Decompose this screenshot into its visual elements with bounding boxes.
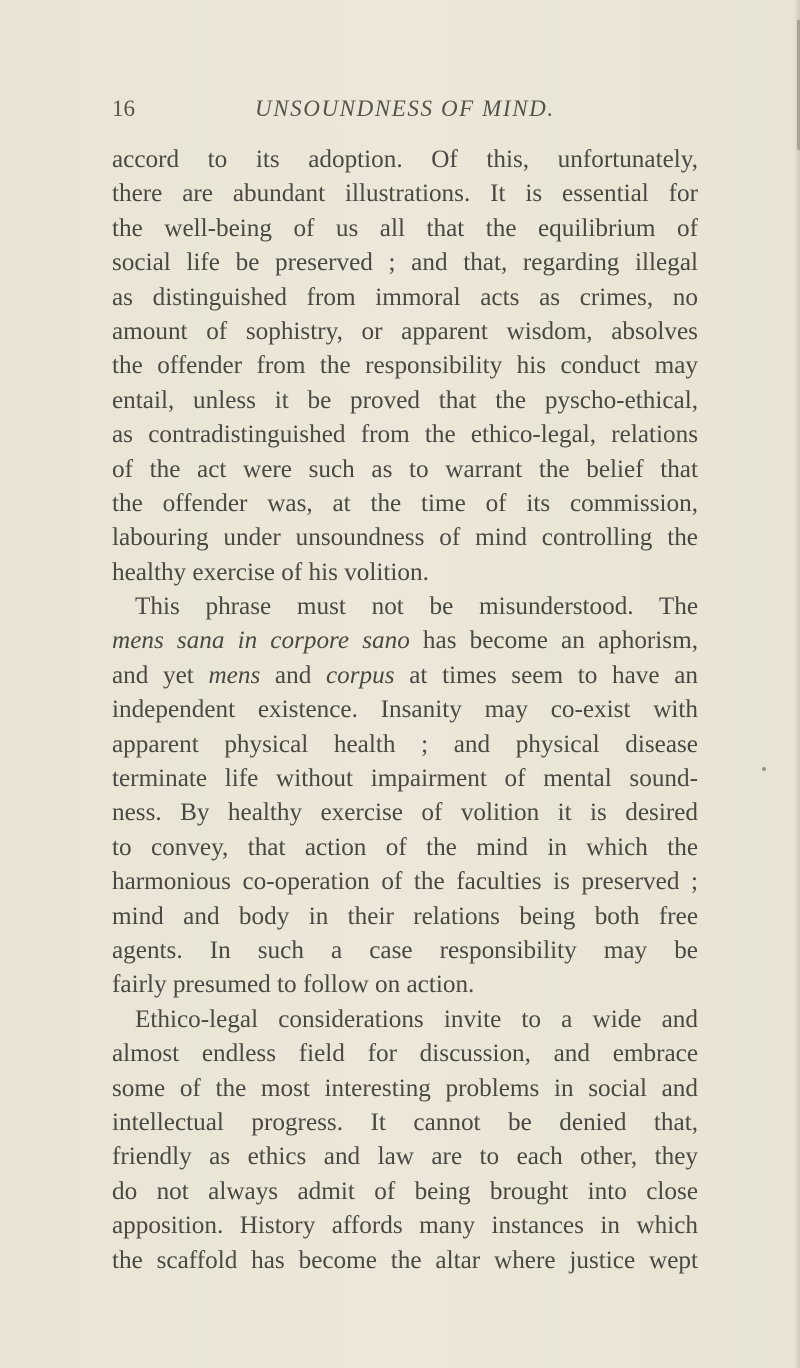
running-header xyxy=(112,96,692,126)
text-line: fairly presumed to follow on action. xyxy=(112,971,475,999)
text-line: do not always admit of being brought into close xyxy=(112,1177,698,1205)
text-line: the offender from the responsibility his conduct may xyxy=(112,352,698,380)
text-line: to convey, that action of the mind in which the xyxy=(112,833,698,861)
text-line: ness. By healthy exercise of volition it is desired xyxy=(112,799,698,827)
text-line: apparent physical health ; and physical disease xyxy=(112,730,698,758)
text-line: entail, unless it be proved that the pyscho-ethical, xyxy=(112,386,698,414)
text-line: the scaffold has become the altar where justice wept xyxy=(112,1246,698,1274)
text-line: terminate life without impairment of mental sound- xyxy=(112,765,698,793)
text-line: the well-being of us all that the equilibrium of xyxy=(112,214,698,242)
text-line: independent existence. Insanity may co-exist with xyxy=(112,696,698,724)
paper-speck xyxy=(762,767,766,771)
text-line: some of the most interesting problems in social and xyxy=(112,1074,698,1102)
body-text xyxy=(112,143,698,1278)
text-line: almost endless field for discussion, and embrace xyxy=(112,1040,698,1068)
text-line-latin: mens sana in corpore sano has become an aphorism, xyxy=(112,627,698,655)
running-title: UNSOUNDNESS OF MIND. xyxy=(255,96,555,121)
text-line: mind and body in their relations being both free xyxy=(112,902,698,930)
text-line: accord to its adoption. Of this, unfortunately, xyxy=(112,146,698,173)
text-line: harmonious co-operation of the faculties is preserved ; xyxy=(112,868,698,896)
text-line: social life be preserved ; and that, regarding illegal xyxy=(112,249,698,277)
text-line: the offender was, at the time of its commission, xyxy=(112,489,698,517)
text-line: This phrase must not be misunderstood. The xyxy=(135,593,698,621)
text-line: as contradistinguished from the ethico-legal, relations xyxy=(112,421,698,449)
page-number: 16 xyxy=(112,96,135,121)
text-line: of the act were such as to warrant the belief that xyxy=(112,455,698,483)
text-line: apposition. History affords many instances in which xyxy=(112,1212,698,1240)
text-line: as distinguished from immoral acts as crimes, no xyxy=(112,283,698,311)
text-line: Ethico-legal considerations invite to a wide and xyxy=(135,1005,698,1033)
text-line-latin: and yet mens and corpus at times seem to have an xyxy=(112,661,698,689)
text-line: intellectual progress. It cannot be denied that, xyxy=(112,1108,698,1136)
text-line: healthy exercise of his volition. xyxy=(112,558,429,586)
text-line: labouring under unsoundness of mind controlling the xyxy=(112,524,698,552)
text-line: agents. In such a case responsibility may be xyxy=(112,936,698,964)
page-edge-shadow xyxy=(794,0,800,1368)
text-line: amount of sophistry, or apparent wisdom, absolves xyxy=(112,317,698,345)
text-line: there are abundant illustrations. It is essential for xyxy=(112,180,698,208)
text-line: friendly as ethics and law are to each other, they xyxy=(112,1143,698,1171)
